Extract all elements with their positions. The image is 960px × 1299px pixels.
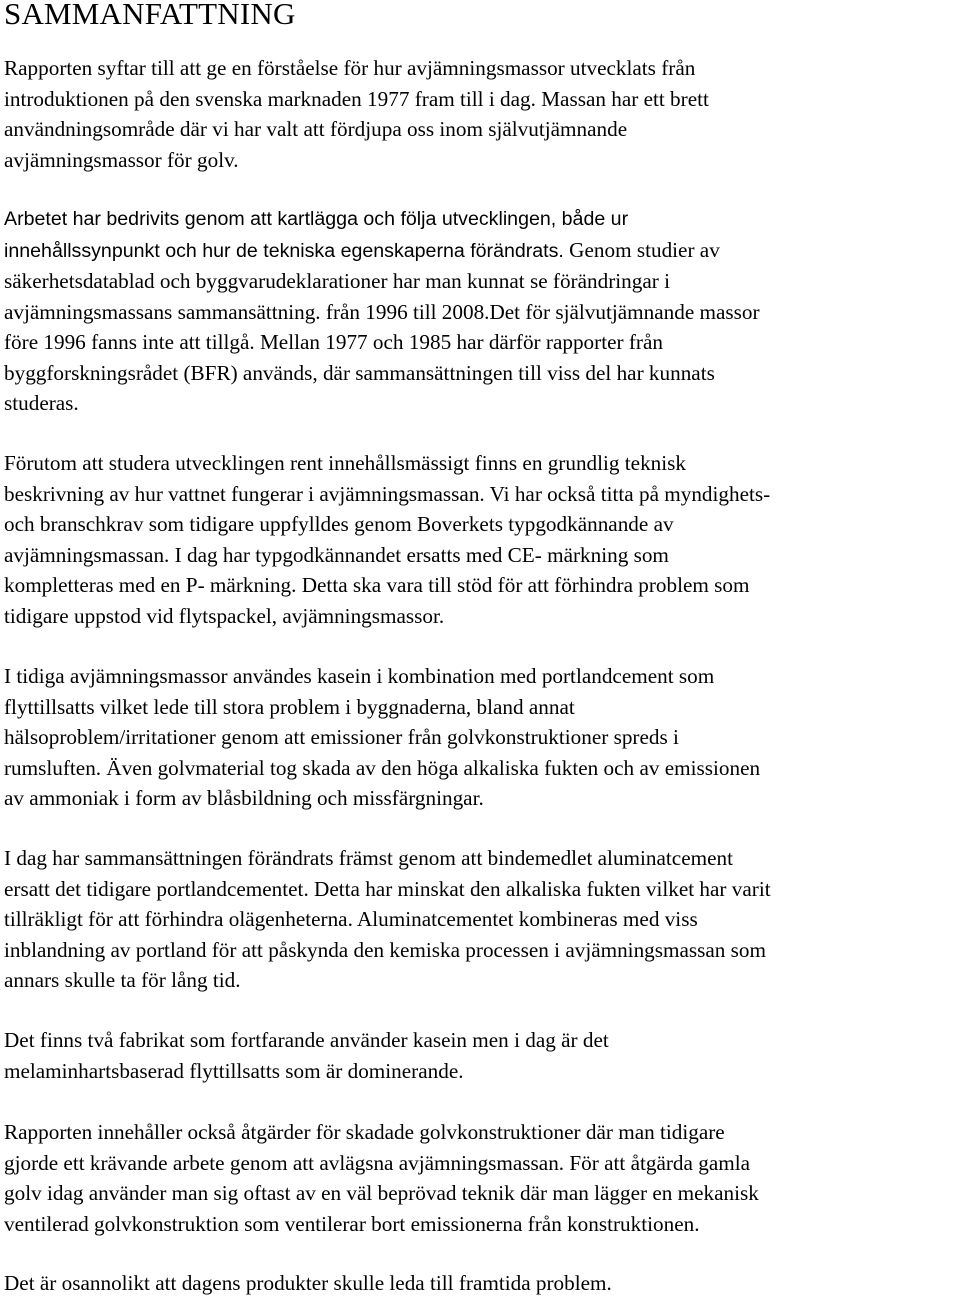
text-line: avjämningsmassan. I dag har typgodkännandet ersatts med CE- märkning som: [4, 542, 669, 567]
text-line: Det är osannolikt att dagens produkter skulle leda till framtida problem.: [4, 1271, 612, 1295]
text-line: inblandning av portland för att påskynda den kemiska processen i avjämningsmassan som: [4, 937, 766, 962]
text-line-mixed: [4, 235, 960, 267]
paragraph-5: [4, 843, 960, 996]
page-title: SAMMANFATTNING: [4, 0, 296, 31]
text-line: Rapporten syftar till att ge en förståelse för hur avjämningsmassor utvecklats från: [4, 56, 696, 80]
text-segment: Genom studier av: [563, 237, 720, 262]
paragraph-6: [4, 1025, 960, 1086]
paragraph-7: [4, 1117, 960, 1239]
text-line: Arbetet har bedrivits genom att kartlägga och följa utvecklingen, både ur: [4, 208, 629, 230]
text-line: Förutom att studera utvecklingen rent innehållsmässigt finns en grundlig teknisk: [4, 451, 687, 475]
text-line: gjorde ett krävande arbete genom att avlägsna avjämningsmassan. För att åtgärda gamla: [4, 1150, 751, 1175]
text-line: och branschkrav som tidigare uppfylldes genom Boverkets typgodkännande av: [4, 512, 674, 536]
text-line: avjämningsmassor för golv.: [4, 147, 239, 172]
text-line: ventilerad golvkonstruktion som ventilerar bort emissionerna från konstruktionen.: [4, 1211, 700, 1236]
paragraph-1: [4, 53, 960, 175]
text-line: introduktionen på den svenska marknaden 1977 fram till i dag. Massan har ett brett: [4, 86, 709, 111]
text-line: tidigare uppstod vid flytspackel, avjämningsmassor.: [4, 603, 445, 628]
text-line: ersatt det tidigare portlandcementet. Detta har minskat den alkaliska fukten vilket har varit: [4, 876, 771, 901]
text-line: av ammoniak i form av blåsbildning och missfärgningar.: [4, 786, 484, 810]
text-line: kompletteras med en P- märkning. Detta ska vara till stöd för att förhindra problem som: [4, 573, 750, 597]
text-line: golv idag använder man sig oftast av en väl beprövad teknik där man lägger en mekanisk: [4, 1181, 759, 1205]
text-line: I tidiga avjämningsmassor användes kasein i kombination med portlandcement som: [4, 664, 715, 688]
paragraph-3: [4, 448, 960, 631]
text-line: avjämningsmassans sammansättning. från 1996 till 2008.Det för självutjämnande massor: [4, 299, 760, 324]
text-line: byggforskningsrådet (BFR) används, där sammansättningen till viss del har kunnats: [4, 360, 715, 385]
text-line: före 1996 fanns inte att tillgå. Mellan 1977 och 1985 har därför rapporter från: [4, 330, 663, 354]
text-line: flyttillsatts vilket lede till stora problem i byggnaderna, bland annat: [4, 694, 575, 719]
text-line: I dag har sammansättningen förändrats främst genom att bindemedlet aluminatcement: [4, 846, 733, 870]
text-line: rumsluften. Även golvmaterial tog skada av den höga alkaliska fukten och av emissionen: [4, 755, 761, 780]
text-segment: innehållssynpunkt och hur de tekniska egenskaperna förändrats.: [4, 239, 564, 262]
text-line: studeras.: [4, 391, 79, 415]
text-line: Det finns två fabrikat som fortfarande använder kasein men i dag är det: [4, 1028, 609, 1052]
paragraph-2: [4, 204, 960, 419]
text-line: melaminhartsbaserad flyttillsatts som är dominerande.: [4, 1058, 464, 1083]
text-line: annars skulle ta för lång tid.: [4, 968, 241, 992]
text-line: säkerhetsdatablad och byggvarudeklarationer har man kunnat se förändringar i: [4, 269, 670, 293]
paragraph-4: [4, 661, 960, 814]
text-line: hälsoproblem/irritationer genom att emissioner från golvkonstruktioner spreds i: [4, 725, 679, 749]
text-line: användningsområde där vi har valt att fördjupa oss inom självutjämnande: [4, 117, 628, 141]
text-line: beskrivning av hur vattnet fungerar i avjämningsmassan. Vi har också titta på myndighets-: [4, 481, 771, 506]
text-line: Rapporten innehåller också åtgärder för skadade golvkonstruktioner där man tidigare: [4, 1120, 725, 1144]
text-line: tillräkligt för att förhindra olägenheterna. Aluminatcementet kombineras med viss: [4, 907, 698, 931]
paragraph-8: [4, 1268, 960, 1299]
